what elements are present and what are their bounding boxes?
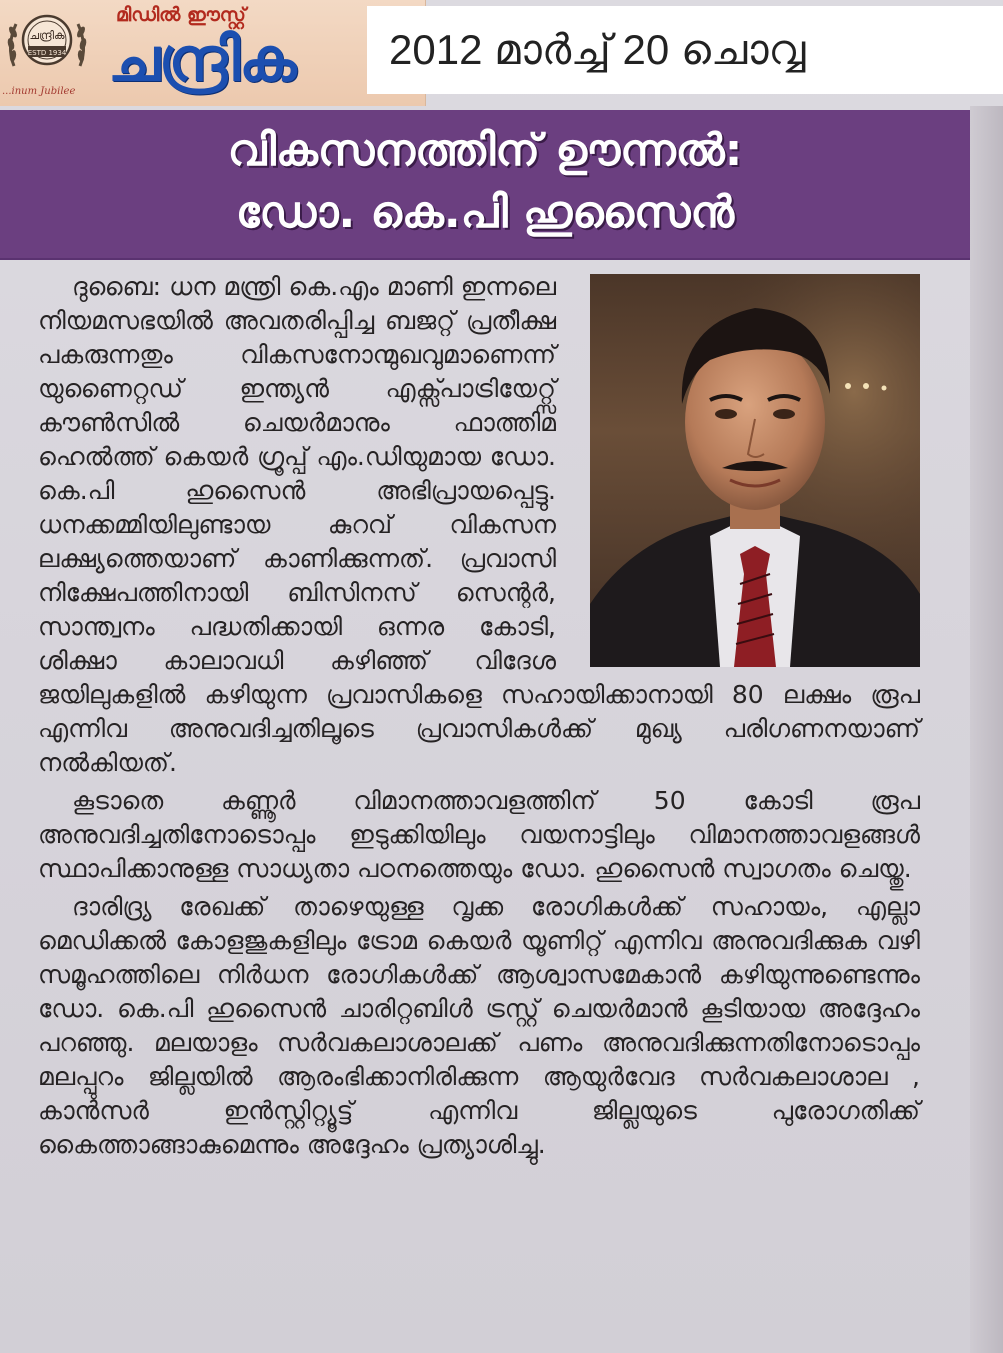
- page-edge: [970, 106, 1003, 1353]
- headline-line-2: ഡോ. കെ.പി ഹുസൈൻ: [235, 187, 735, 238]
- article-paragraph-3: ദാരിദ്ര്യ രേഖക്ക് താഴെയുള്ള വൃക്ക രോഗികൾക്ക് സഹായം, എല്ലാ മെഡിക്കൽ കോളജുകളിലും ട്രോമ കെയർ യൂണിറ്റ് എന്നിവ അനുവദിക്കുക വഴി സമൂഹത്തിലെ നിർധന രോഗികൾക്ക് ആശ്വാസമേകാൻ കഴിയുന്നുണ്ടെന്നും ഡോ. കെ.പി ഹുസൈൻ ചാരിറ്റബിൾ ട്രസ്റ്റ് ചെയർമാൻ കൂടിയായ അദ്ദേഹം പറഞ്ഞു. മലയാളം സർവകലാശാലക്ക് പണം അനുവദിക്കുന്നതിനോടൊപ്പം മലപ്പുറം ജില്ലയിൽ ആരംഭിക്കാനിരിക്കുന്ന ആയുർവേദ സർവകലാശാല , കാൻസർ ഇൻസ്റ്റിറ്റ്യൂട്ട് എന്നിവ ജില്ലയുടെ പുരോഗതിക്ക് കൈത്താങ്ങാകുമെന്നും അദ്ദേഹം പ്രത്യാശിച്ചു.: [38, 892, 920, 1159]
- headline: [0, 120, 970, 244]
- article-body: [38, 270, 920, 1162]
- masthead: [0, 0, 426, 106]
- article-paragraph-1: ദുബൈ: ധന മന്ത്രി കെ.എം മാണി ഇന്നലെ നിയമസഭയിൽ അവതരിപ്പിച്ച ബജറ്റ് പ്രതീക്ഷ പകരുന്നതും വികസനോന്മുഖവുമാണെന്ന് യുണൈറ്റഡ് ഇന്ത്യൻ എക്സ്പാട്രിയേറ്റ്സ് കൗൺസിൽ ചെയർമാനും ഫാത്തിമ ഹെൽത്ത് കെയർ ഗ്രൂപ്പ് എം.ഡിയുമായ ഡോ. കെ.പി ഹുസൈൻ അഭിപ്രായപ്പെട്ടു. ധനക്കമ്മിയിലുണ്ടായ കുറവ് വികസന ലക്ഷ്യത്തെയാണ് കാണിക്കുന്നത്. പ്രവാസി നിക്ഷേപത്തിനായി ബിസിനസ് സെന്റർ, സാന്ത്വനം പദ്ധതിക്കായി ഒന്നര കോടി, ശിക്ഷാ കാലാവധി കഴിഞ്ഞ് വിദേശ ജയിലുകളിൽ കഴിയുന്ന പ്രവാസികളെ സഹായിക്കാനായി 80 ലക്ഷം രൂപ എന്നിവ അനുവദിച്ചതിലൂടെ പ്രവാസികൾക്ക് മുഖ്യ പരിഗണനയാണ് നൽകിയത്.: [38, 272, 920, 777]
- portrait-photo: [590, 274, 920, 667]
- dateline: 2012 മാർച്ച് 20 ചൊവ്വ: [367, 6, 1003, 94]
- newspaper-brand: ചന്ദ്രിക: [108, 25, 296, 95]
- headline-band: [0, 110, 970, 260]
- article-paragraph-2: കൂടാതെ കണ്ണൂർ വിമാനത്താവളത്തിന് 50 കോടി രൂപ അനുവദിച്ചതിനോടൊപ്പം ഇടുക്കിയിലും വയനാട്ടിലും വിമാനത്താവളങ്ങൾ സ്ഥാപിക്കാനുള്ള സാധ്യതാ പഠനത്തെയും ഡോ. ഹുസൈൻ സ്വാഗതം ചെയ്തു.: [38, 786, 920, 883]
- edition-label: മിഡിൽ ഈസ്റ്റ്: [116, 4, 246, 26]
- emblem-seal-icon: [4, 6, 90, 84]
- emblem-text: ചന്ദ്രിക: [29, 29, 65, 42]
- jubilee-caption: ...inum Jubilee: [2, 86, 76, 97]
- headline-line-1: വികസനത്തിന് ഊന്നൽ:: [227, 125, 743, 176]
- emblem-year: ESTD 1934: [27, 49, 67, 57]
